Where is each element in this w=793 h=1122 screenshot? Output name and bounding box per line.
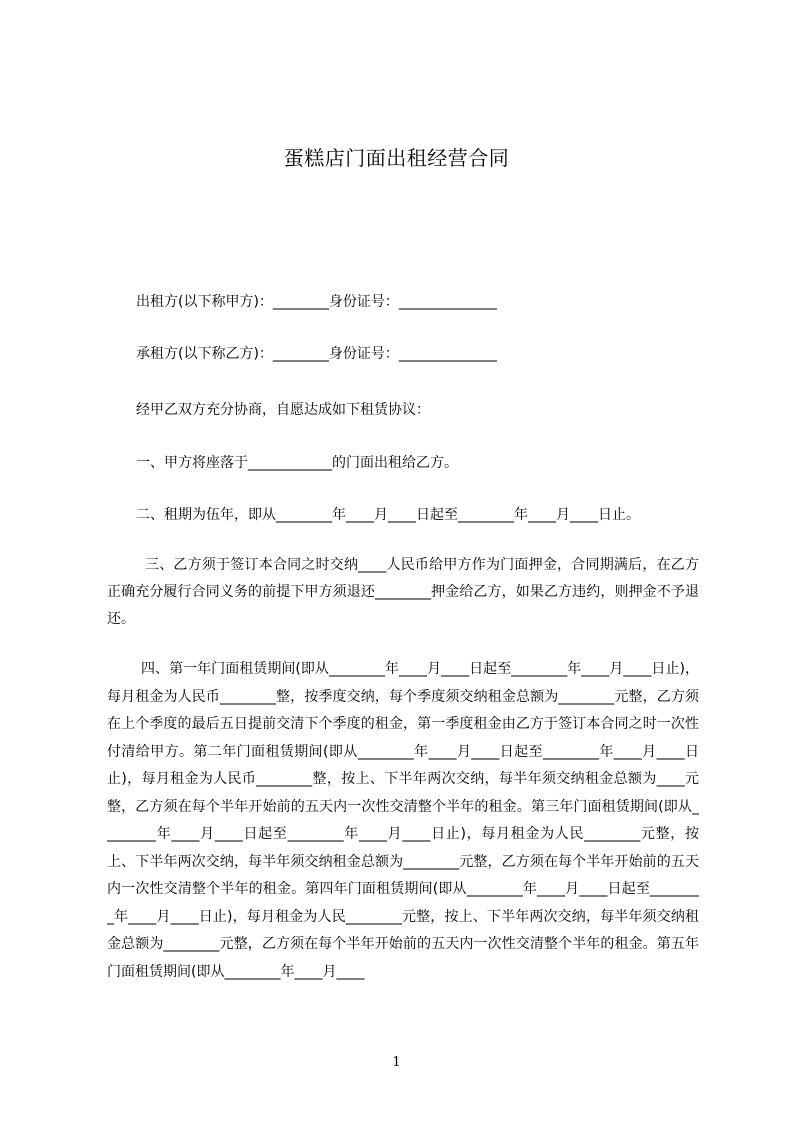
clause-3: 三、乙方须于签订本合同之时交纳____人民币给甲方作为门面押金，合同期满后，在乙方正确充分履行合同义务的前提下甲方须退还________押金给乙方，如果乙方违约，则押金不予退还。	[107, 557, 699, 627]
clause-1: 一、甲方将座落于____________的门面出租给乙方。	[136, 455, 458, 471]
clause-4: 四、第一年门面租赁期间(即从________年____月____日起至________年____月____日止)，每月租金为人民币________整，按季度交纳，每个季度须交纳租金总额为________元整，乙方须在上个季度的最后五日提前交清下个季度的租金，第一季度租金由乙方于签订本合同之时一次性付清给甲方。第二年门面租赁期间(即从________年____月____日起至________年____月____日止)，每月租金为人民币________整，按上、下半年两次交纳，每半年须交纳租金总额为____元整，乙方须在每个半年开始前的五天内一次性交清整个半年的租金。第三年门面租赁期间(即从________年____月____日起至________年____月____日止)，每月租金为人民________元整，按上、下半年两次交纳，每半年须交纳租金总额为________元整，乙方须在每个半年开始前的五天内一次性交清整个半年的租金。第四年门面租赁期间(即从________年____月____日起至________年____月____日止)，每月租金为人民________元整，按上、下半年两次交纳，每半年须交纳租金总额为________元整，乙方须在每个半年开始前的五天内一次性交清整个半年的租金。第五年门面租赁期间(即从________年____月____	[107, 661, 699, 980]
lessee-line: 承租方(以下称乙方)：________身份证号：______________	[136, 346, 497, 362]
clause-2: 二、租期为伍年，即从________年____月____日起至________年____月____日止。	[136, 507, 640, 523]
lessor-line: 出租方(以下称甲方)：________身份证号：______________	[136, 294, 497, 310]
page-number: 1	[392, 1055, 401, 1070]
intro-text: 经甲乙双方充分协商，自愿达成如下租赁协议：	[136, 402, 430, 418]
document-title: 蛋糕店门面出租经营合同	[283, 146, 510, 170]
